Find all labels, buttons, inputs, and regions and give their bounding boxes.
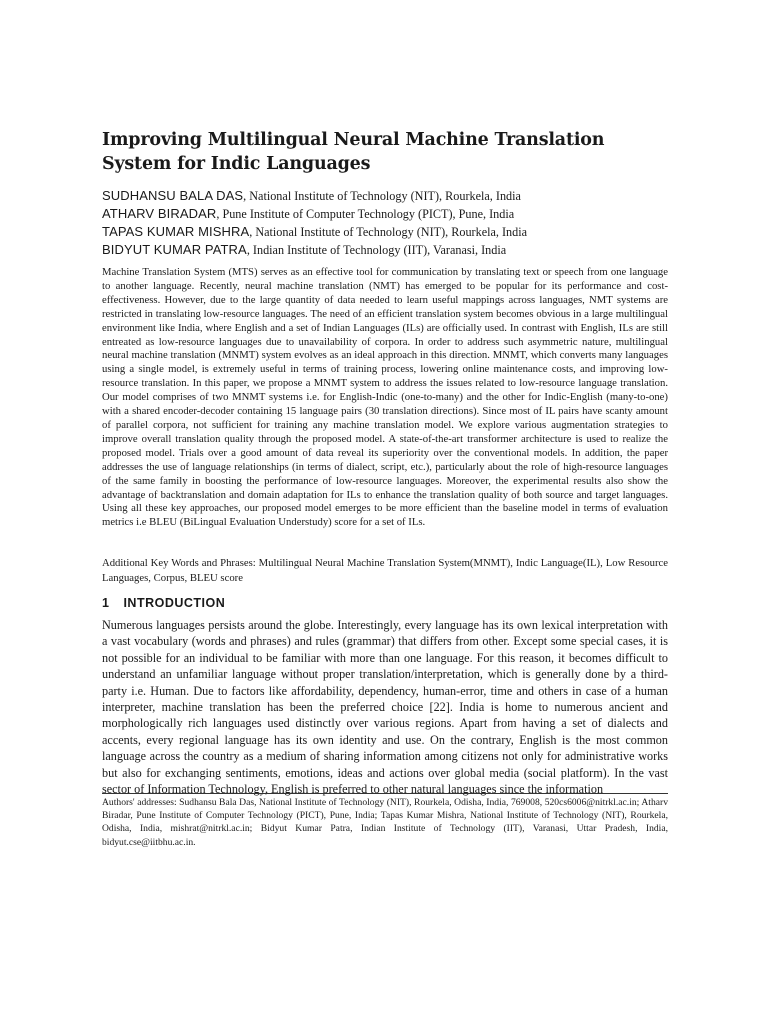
author-addresses-footnote: Authors' addresses: Sudhansu Bala Das, National Institute of Technology (NIT), Rourkela, Odisha, India, 769008, 520cs6006@nitrkl.ac.in; Atharv Biradar, Pune Institute of Computer Technology (PICT), Pune, India; Tapas Kumar Mishra, National Institute of Technology (NIT), Rourkela, Odisha, India, mishrat@nitrkl.ac.in; Bidyut Kumar Patra, Indian Institute of Technology (IIT), Varanasi, Uttar Pradesh, India, bidyut.cse@iitbhu.ac.in. bbox=[102, 797, 668, 848]
introduction-paragraph: Numerous languages persists around the globe. Interestingly, every language has its own lexical interpretation with a vast vocabulary (words and phrases) and rules (grammar) that differs from other. Except some special cases, it is not possible for an individual to be familiar with more than one language. For this reason, it becomes difficult to understand an unfamiliar language without proper translation/interpretation, which is generally done by a third-party i.e. Human. Due to factors like affordability, dependency, human-error, time and others in case of a human interpreter, machine translation has been the preferred choice [22]. India is home to numerous ancient and morphologically rich languages used distinctly over various regions. Apart from having a set of dialects and accents, every regional language has its own identity and use. On the contrary, English is the most common language across the country as a medium of sharing information among citizens not only for administrative works but also for exchanging sentiments, emotions, ideas and actions over global media (social platform). In the vast sector of Information Technology, English is preferred to other natural languages since the information bbox=[102, 618, 668, 797]
section-title: INTRODUCTION bbox=[123, 596, 226, 610]
author-affiliation: National Institute of Technology (NIT), Rourkela, India bbox=[255, 225, 528, 239]
author-name: TAPAS KUMAR MISHRA bbox=[102, 224, 250, 239]
author-entry: BIDYUT KUMAR PATRA, Indian Institute of Technology (IIT), Varanasi, India bbox=[102, 242, 507, 257]
author-entry: ATHARV BIRADAR, Pune Institute of Computer Technology (PICT), Pune, India bbox=[102, 206, 515, 221]
footnote-divider bbox=[102, 793, 668, 794]
author-affiliation: Pune Institute of Computer Technology (PICT), Pune, India bbox=[222, 207, 515, 221]
author-entry: SUDHANSU BALA DAS, National Institute of Technology (NIT), Rourkela, India bbox=[102, 188, 521, 203]
section-number: 1 bbox=[102, 596, 110, 610]
author-entry: TAPAS KUMAR MISHRA, National Institute of Technology (NIT), Rourkela, India bbox=[102, 224, 528, 239]
keywords: Additional Key Words and Phrases: Multilingual Neural Machine Translation System(MNMT), Indic Language(IL), Low Resource Languages, Corpus, BLEU score bbox=[102, 557, 668, 584]
author-name: ATHARV BIRADAR bbox=[102, 206, 217, 221]
paper-title: Improving Multilingual Neural Machine Translation System for Indic Languages bbox=[102, 130, 605, 174]
author-list bbox=[102, 187, 668, 259]
section-heading bbox=[102, 596, 225, 610]
author-affiliation: Indian Institute of Technology (IIT), Varanasi, India bbox=[252, 243, 507, 257]
author-affiliation: National Institute of Technology (NIT), Rourkela, India bbox=[249, 189, 521, 203]
author-name: SUDHANSU BALA DAS bbox=[102, 188, 244, 203]
abstract: Machine Translation System (MTS) serves as an effective tool for communication by translating text or speech from one language to another language. Recently, neural machine translation (NMT) has emerged to be popular for its performance and cost-effectiveness. However, due to the large quantity of data needed to learn useful mappings across languages, NMT systems are restricted in translating low-resource languages. The need of an efficient translation system becomes obvious in a large multilingual environment like India, where English and a set of Indian Languages (ILs) are officially used. In contrast with English, ILs are still entreated as low-resource languages due to unavailability of corpora. In order to address such asymmetric nature, multilingual neural machine translation (MNMT) system evolves as an ideal approach in this direction. MNMT, which converts many languages using a single model, is extremely useful in terms of training process, lowering online maintenance costs, and improving low-resource translation. In this paper, we propose a MNMT system to address the issues related to low-resource language translation. Our model comprises of two MNMT systems i.e. for English-Indic (one-to-many) and the other for Indic-English (many-to-one) with a shared encoder-decoder containing 15 language pairs (30 translation directions). Since most of IL pairs have scanty amount of parallel corpora, not sufficient for training any machine translation model. We explore various augmentation strategies to improve overall translation quality through the proposed model. A state-of-the-art transformer architecture is used to realize the proposed model. Trials over a good amount of data reveal its superiority over the conventional models. In addition, the paper addresses the use of language relationships (in terms of dialect, script, etc.), particularly about the role of high-resource languages of the same family in boosting the performance of low-resource languages. Moreover, the experimental results also show the advantage of backtranslation and domain adaptation for ILs to enhance the translation quality of both source and target languages. Using all these key approaches, our proposed model emerges to be more efficient than the baseline model in terms of evaluation metrics i.e BLEU (BiLingual Evaluation Understudy) score for a set of ILs. bbox=[102, 266, 668, 529]
author-name: BIDYUT KUMAR PATRA bbox=[102, 242, 247, 257]
